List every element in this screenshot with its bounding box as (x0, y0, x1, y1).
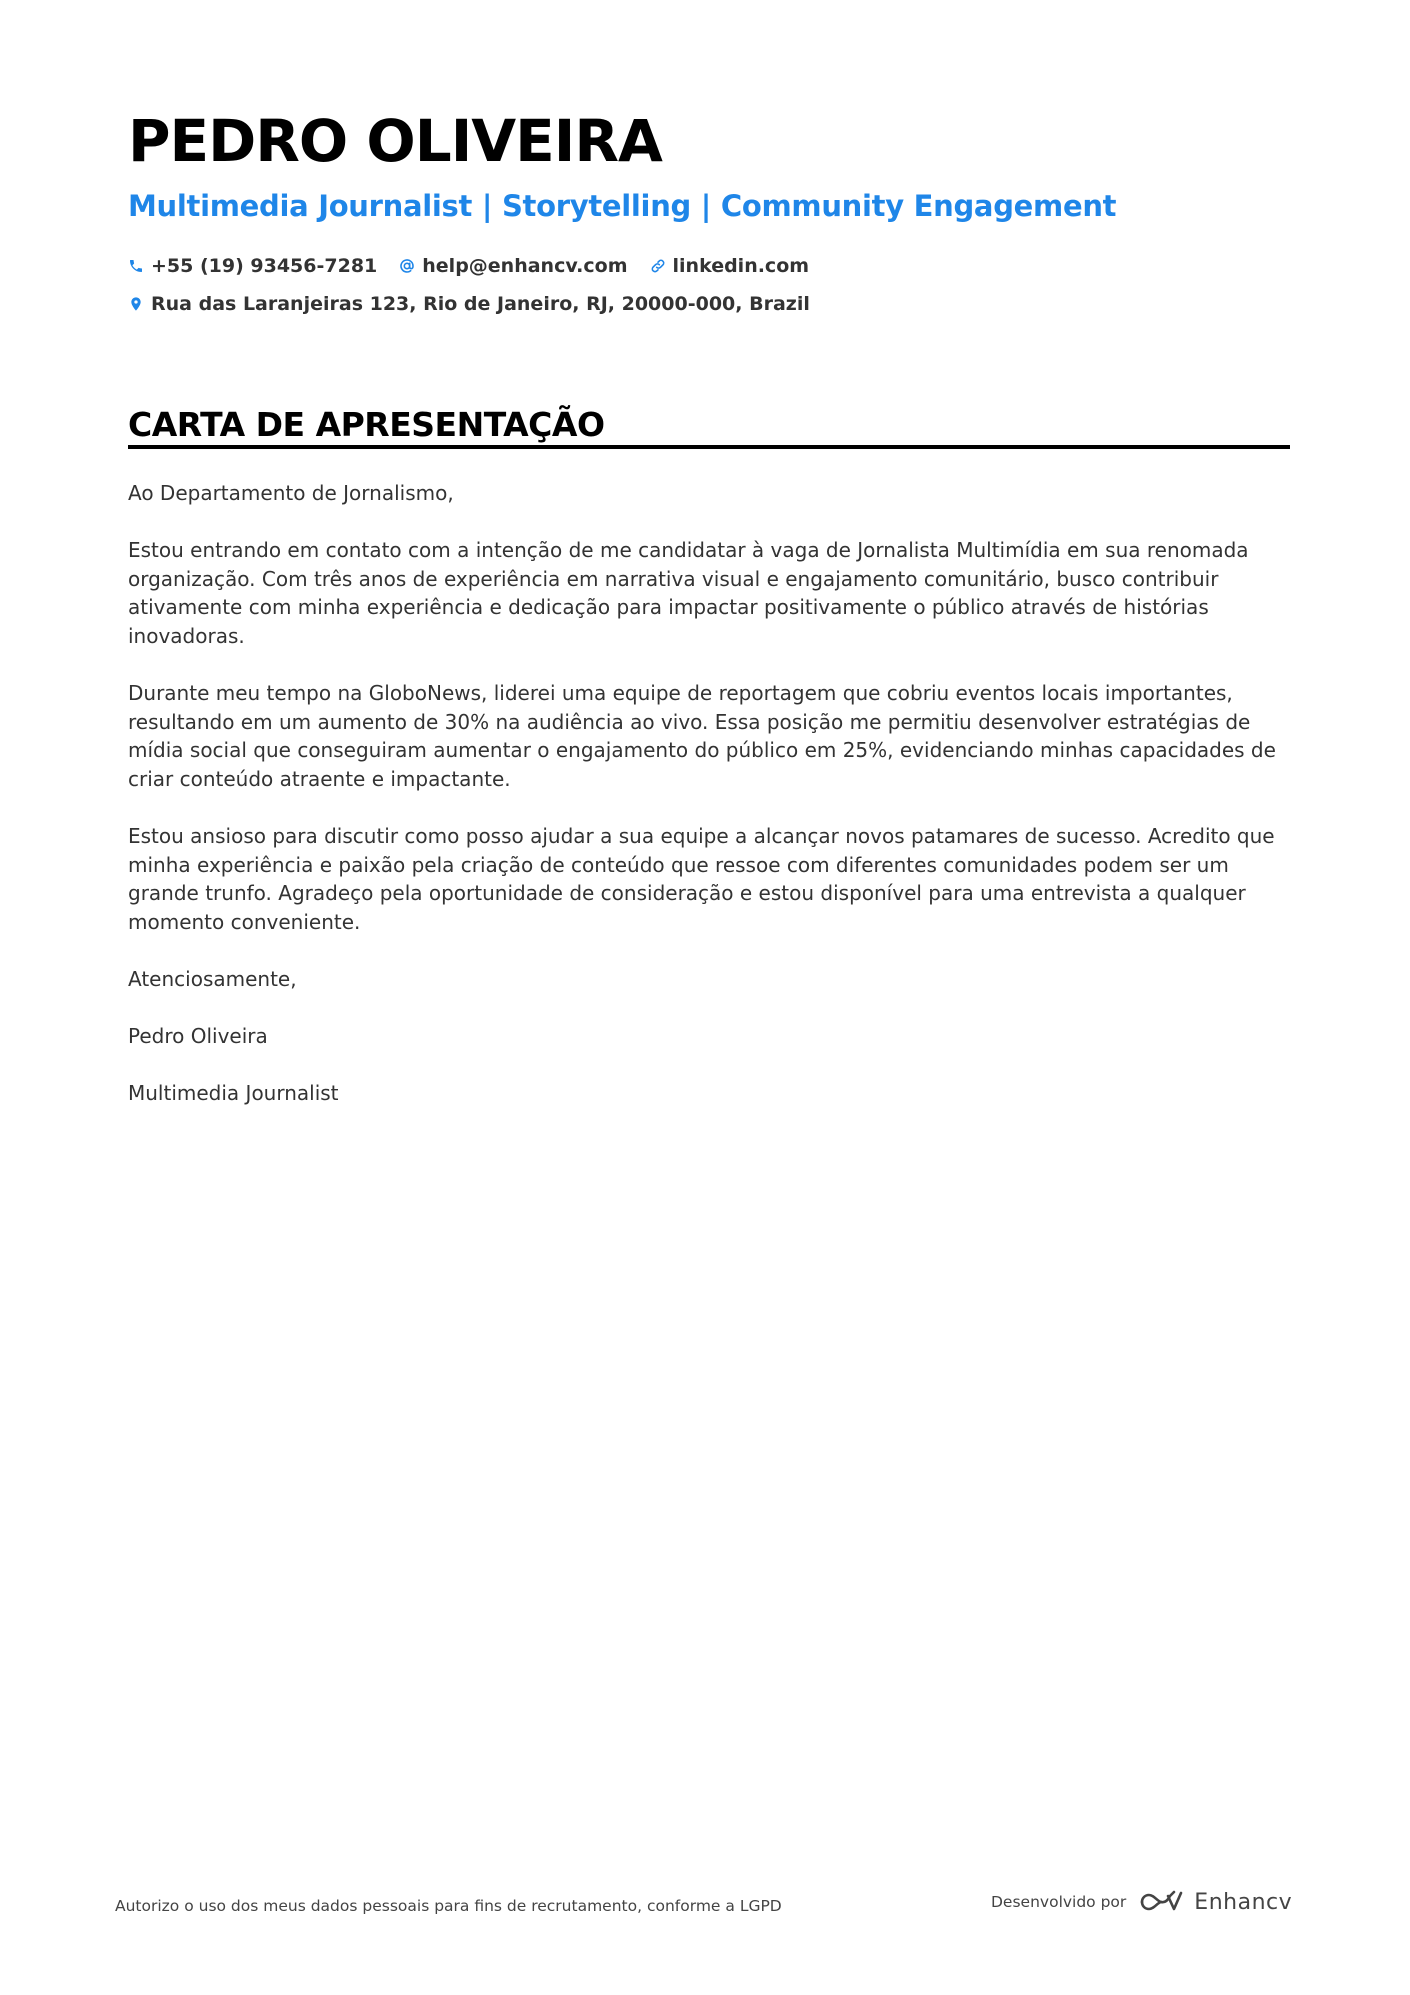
candidate-headline: Multimedia Journalist | Storytelling | Community Engagement (128, 189, 1117, 223)
powered-by-text: Desenvolvido por (991, 1893, 1127, 1911)
enhancv-logo-icon (1138, 1889, 1184, 1915)
contact-linkedin[interactable] (650, 255, 810, 277)
at-icon (399, 258, 415, 274)
brand-name: Enhancv (1194, 1889, 1293, 1915)
contact-email[interactable] (399, 255, 627, 277)
linkedin-text: linkedin.com (672, 255, 810, 277)
powered-by[interactable] (991, 1889, 1292, 1915)
letter-closing: Atenciosamente, (128, 967, 297, 992)
consent-note: Autorizo o uso dos meus dados pessoais para fins de recrutamento, conforme a LGPD (115, 1897, 782, 1915)
section-title: CARTA DE APRESENTAÇÃO (128, 408, 1290, 449)
location-pin-icon (128, 296, 144, 312)
address-row (128, 293, 832, 315)
link-icon (650, 258, 666, 274)
address-text: Rua das Laranjeiras 123, Rio de Janeiro, RJ, 20000-000, Brazil (151, 293, 810, 315)
contact-phone[interactable] (128, 255, 377, 277)
letter-body (128, 479, 1290, 1137)
letter-greeting: Ao Departamento de Jornalismo, (128, 481, 454, 505)
phone-icon (128, 258, 144, 274)
letter-paragraph: Estou ansioso para discutir como posso ajudar a sua equipe a alcançar novos patamares de sucesso. Acredito que minha experiência e paixão pela criação de conteúdo que ressoe com diferentes comunidades podem ser um grande trunfo. Agradeço pela oportunidade de consideração e estou disponível para uma entrevista a qualquer momento conveniente. (128, 824, 1275, 934)
candidate-name: PEDRO OLIVEIRA (128, 107, 662, 175)
contact-address (128, 293, 810, 315)
letter-paragraph: Estou entrando em contato com a intenção de me candidatar à vaga de Jornalista Multimídia em sua renomada organização. Com três anos de experiência em narrativa visual e engajamento comunitário, busco contribuir ativamente com minha experiência e dedicação para impactar positivamente o público através de histórias inovadoras. (128, 538, 1249, 648)
phone-text: +55 (19) 93456-7281 (151, 255, 378, 277)
contact-row (128, 255, 831, 277)
letter-paragraph: Durante meu tempo na GloboNews, liderei uma equipe de reportagem que cobriu eventos locais importantes, resultando em um aumento de 30% na audiência ao vivo. Essa posição me permitiu desenvolver estratégias de mídia social que conseguiram aumentar o engajamento do público em 25%, evidenciando minhas capacidades de criar conteúdo atraente e impactante. (128, 681, 1276, 791)
signature-name: Pedro Oliveira (128, 1024, 268, 1049)
signature-title: Multimedia Journalist (128, 1081, 339, 1106)
email-text: help@enhancv.com (422, 255, 628, 277)
